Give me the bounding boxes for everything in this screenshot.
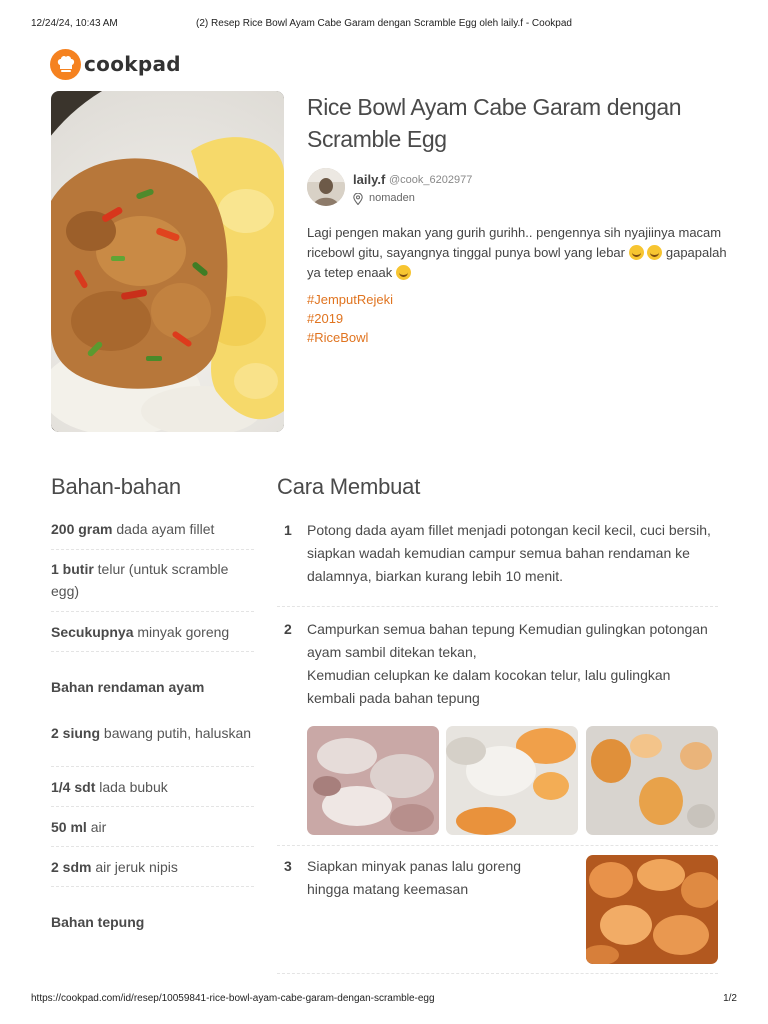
print-page-title: (2) Resep Rice Bowl Ayam Cabe Garam dengan Scramble Egg oleh laily.f - Cookpad [196,18,572,29]
steps-heading: Cara Membuat [277,474,421,499]
description-text-1: Lagi pengen makan yang gurih gurihh.. pengennya sih nyajiinya macam ricebowl gitu, sayangnya tinggal punya bowl yang lebar [307,225,722,260]
print-timestamp: 12/24/24, 10:43 AM [31,18,118,29]
step-text: Potong dada ayam fillet menjadi potongan kecil kecil, cuci bersih, siapkan wadah kemudian campur semua bahan rendaman ke dalamnya, biarkan kurang lebih 10 menit. [307,522,711,584]
author-handle[interactable]: @cook_6202977 [389,174,473,186]
ingredient-qty: Secukupnya [51,624,134,640]
ingredient-item [51,767,254,807]
step-text-line: Campurkan semua bahan tepung Kemudian gulingkan potongan ayam sambil ditekan tekan, [307,621,708,660]
grinning-sweat-emoji-icon [647,245,662,260]
step-photo[interactable] [446,726,578,835]
step-photo[interactable] [586,726,718,835]
ingredient-item [51,807,254,847]
ingredient-name: minyak goreng [137,624,230,640]
ingredient-item [51,612,254,652]
recipe-hero-photo[interactable] [51,91,284,432]
chef-hat-icon [50,49,81,80]
step-photo[interactable] [586,855,718,964]
cookpad-logo[interactable] [50,48,181,80]
ingredient-qty: 2 sdm [51,859,92,875]
ingredient-name: air [90,819,107,835]
ingredient-qty: 200 gram [51,521,113,537]
ingredients-list [51,512,254,933]
tag-link[interactable]: #2019 [307,311,344,326]
recipe-description [307,223,727,283]
step-number: 2 [284,621,292,637]
ingredient-item [51,550,254,612]
ingredient-name: telur (untuk scramble egg) [51,561,229,599]
ingredient-item [51,847,254,887]
ingredient-item [51,512,254,550]
grinning-sweat-emoji-icon [629,245,644,260]
recipe-tags [307,290,393,347]
step-photo[interactable] [307,726,439,835]
ingredient-item [51,696,254,767]
description-text-2: gapapalah ya tetep enaak [307,245,727,280]
author-location: nomaden [369,192,415,204]
print-url: https://cookpad.com/id/resep/10059841-rice-bowl-ayam-cabe-garam-dengan-scramble-egg [31,993,435,1004]
logo-text: cookpad [84,52,181,76]
ingredients-heading: Bahan-bahan [51,474,181,499]
recipe-title: Rice Bowl Ayam Cabe Garam dengan Scramble Egg [307,94,682,152]
tag-link[interactable]: #JemputRejeki [307,292,393,307]
ingredient-qty: 1/4 sdt [51,779,96,795]
ingredient-name: bawang putih, haluskan [103,725,252,741]
tag-link[interactable]: #RiceBowl [307,330,369,345]
step-text [307,618,712,710]
ingredient-section-heading: Bahan rendaman ayam [51,679,205,695]
step-text-line: Kemudian celupkan ke dalam kocokan telur, lalu gulingkan kembali pada bahan tepung [307,667,671,706]
step-text: Siapkan minyak panas lalu goreng hingga matang keemasan [307,858,522,897]
ingredient-name: lada bubuk [99,779,168,795]
ingredient-qty: 2 siung [51,725,101,741]
step-number: 3 [284,858,292,874]
location-pin-icon [353,193,363,205]
author-block[interactable] [307,168,607,208]
step-divider [277,606,718,607]
ingredient-name: dada ayam fillet [116,521,215,537]
smile-emoji-icon [396,265,411,280]
print-footer [0,993,768,1007]
author-name[interactable]: laily.f [353,172,386,187]
ingredient-qty: 1 butir [51,561,94,577]
print-header [0,18,768,32]
ingredient-qty: 50 ml [51,819,87,835]
step-divider [277,845,718,846]
print-page-number: 1/2 [723,993,737,1004]
step-divider [277,973,718,974]
ingredient-section-heading: Bahan tepung [51,914,145,930]
step-number: 1 [284,522,292,538]
ingredient-name: air jeruk nipis [95,859,178,875]
author-avatar[interactable] [307,168,345,206]
